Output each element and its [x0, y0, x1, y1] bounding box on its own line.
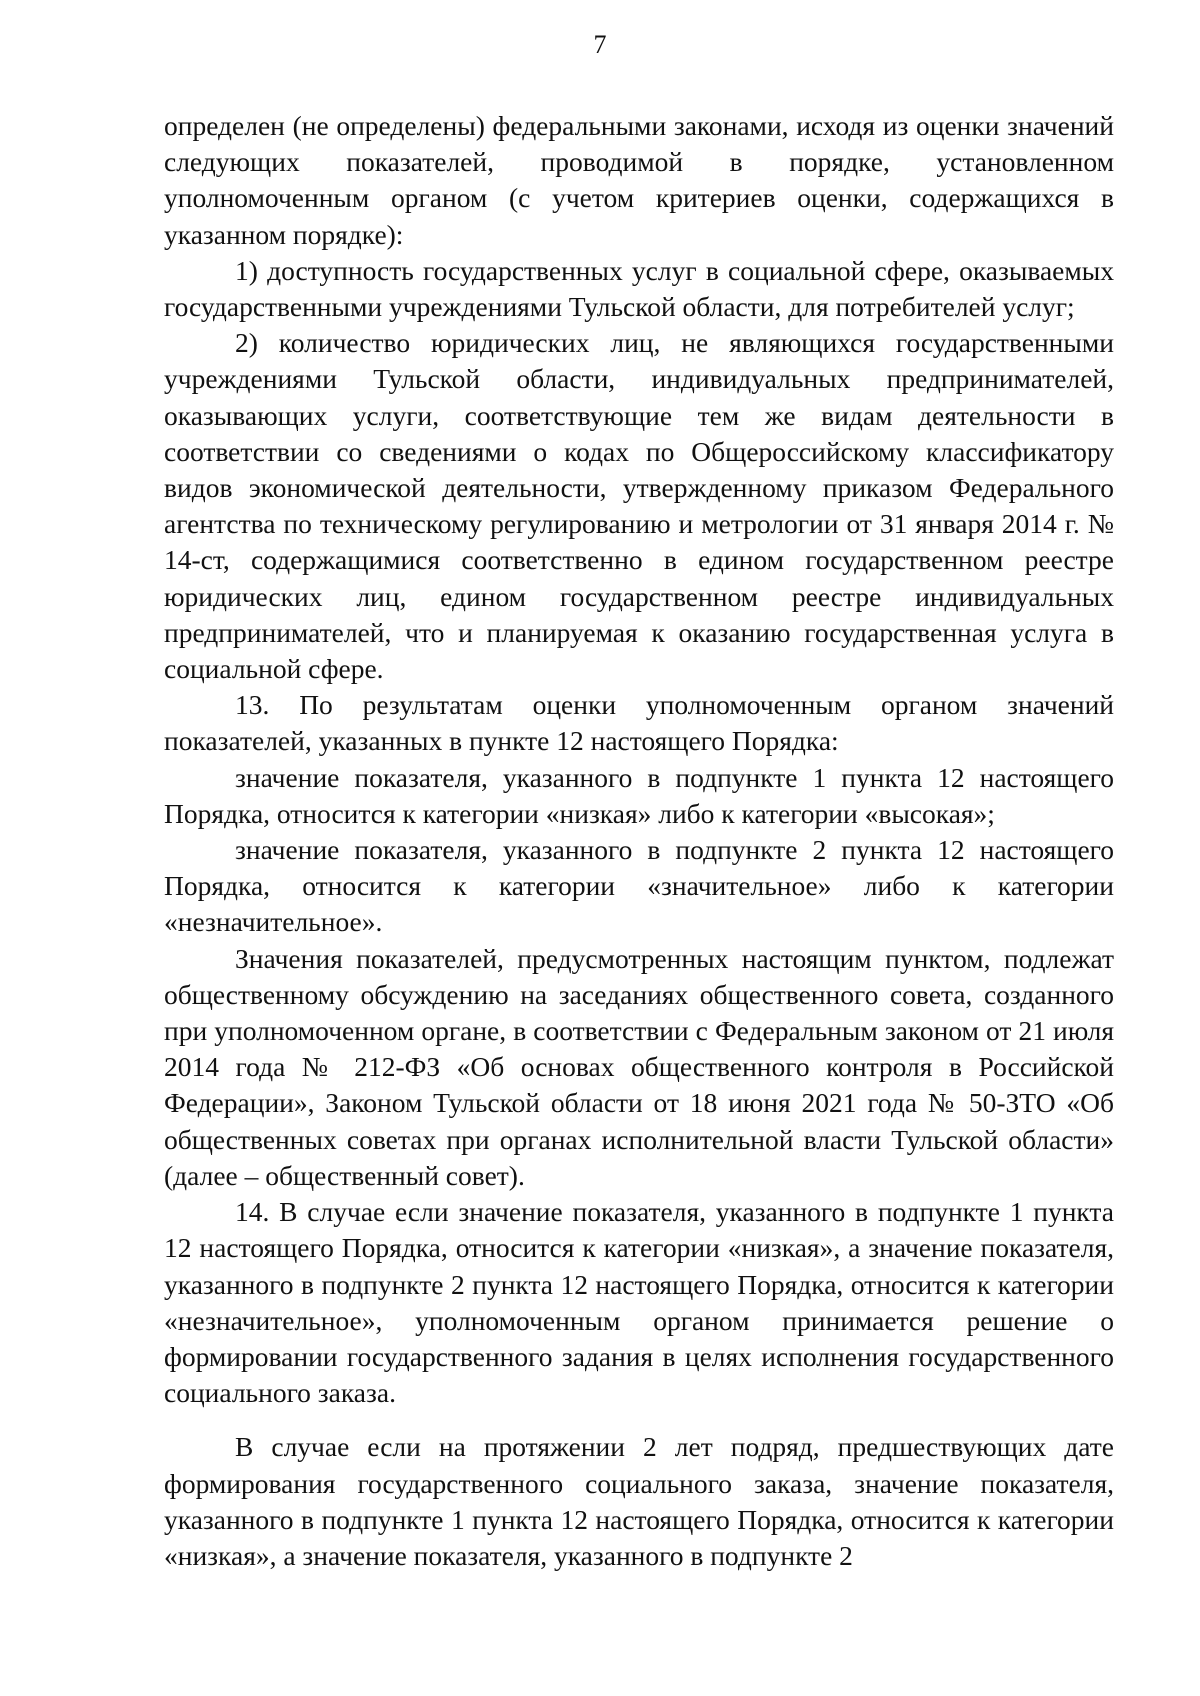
page-number: 7: [593, 30, 607, 59]
paragraph-two-years-case: В случае если на протяжении 2 лет подряд, предшествующих дате формирования государственного социального заказа, значение показателя, указанного в подпункте 1 пункта 12 настоящего Порядка, относится к категории «низкая», а значение показателя, указанного в подпункте 2: [164, 1431, 1114, 1571]
document-body: [164, 108, 1114, 1574]
paragraph-public-discussion: Значения показателей, предусмотренных настоящим пунктом, подлежат общественному обсуждению на заседаниях общественного совета, созданного при уполномоченном органе, в соответствии с Федеральным законом от 21 июля 2014 года № 212-ФЗ «Об основах общественного контроля в Российской Федерации», Законом Тульской области от 18 июня 2021 года № 50-ЗТО «Об общественных советах при органах исполнительной власти Тульской области» (далее – общественный совет).: [164, 942, 1114, 1191]
paragraph-indicator-1-category: значение показателя, указанного в подпункте 1 пункта 12 настоящего Порядка, относится к категории «низкая» либо к категории «высокая»;: [164, 761, 1114, 829]
paragraph-clause-14: 14. В случае если значение показателя, указанного в подпункте 1 пункта 12 настоящего Порядка, относится к категории «низкая», а значение показателя, указанного в подпункте 2 пункта 12 настоящего Порядка, относится к категории «незначительное», уполномоченным органом принимается решение о формировании государственного задания в целях исполнения государственного социального заказа.: [164, 1196, 1114, 1409]
paragraph-indicator-2-category: значение показателя, указанного в подпункте 2 пункта 12 настоящего Порядка, относится к категории «значительное» либо к категории «незначительное».: [164, 834, 1114, 938]
paragraph-clause-13: 13. По результатам оценки уполномоченным органом значений показателей, указанных в пункте 12 настоящего Порядка:: [164, 689, 1114, 757]
paragraph-item-2: 2) количество юридических лиц, не являющихся государственными учреждениями Тульской области, индивидуальных предпринимателей, оказывающих услуги, соответствующие тем же видам деятельности в соответствии со сведениями о кодах по Общероссийскому классификатору видов экономической деятельности, утвержденному приказом Федерального агентства по техническому регулированию и метрологии от 31 января 2014 г. № 14-ст, содержащимися соответственно в едином государственном реестре юридических лиц, едином государственном реестре индивидуальных предпринимателей, что и планируемая к оказанию государственная услуга в социальной сфере.: [164, 327, 1114, 685]
paragraph-continuation: определен (не определены) федеральными законами, исходя из оценки значений следующих показателей, проводимой в порядке, установленном уполномоченным органом (с учетом критериев оценки, содержащихся в указанном порядке):: [164, 110, 1114, 250]
paragraph-item-1: 1) доступность государственных услуг в социальной сфере, оказываемых государственными учреждениями Тульской области, для потребителей услуг;: [164, 254, 1114, 323]
